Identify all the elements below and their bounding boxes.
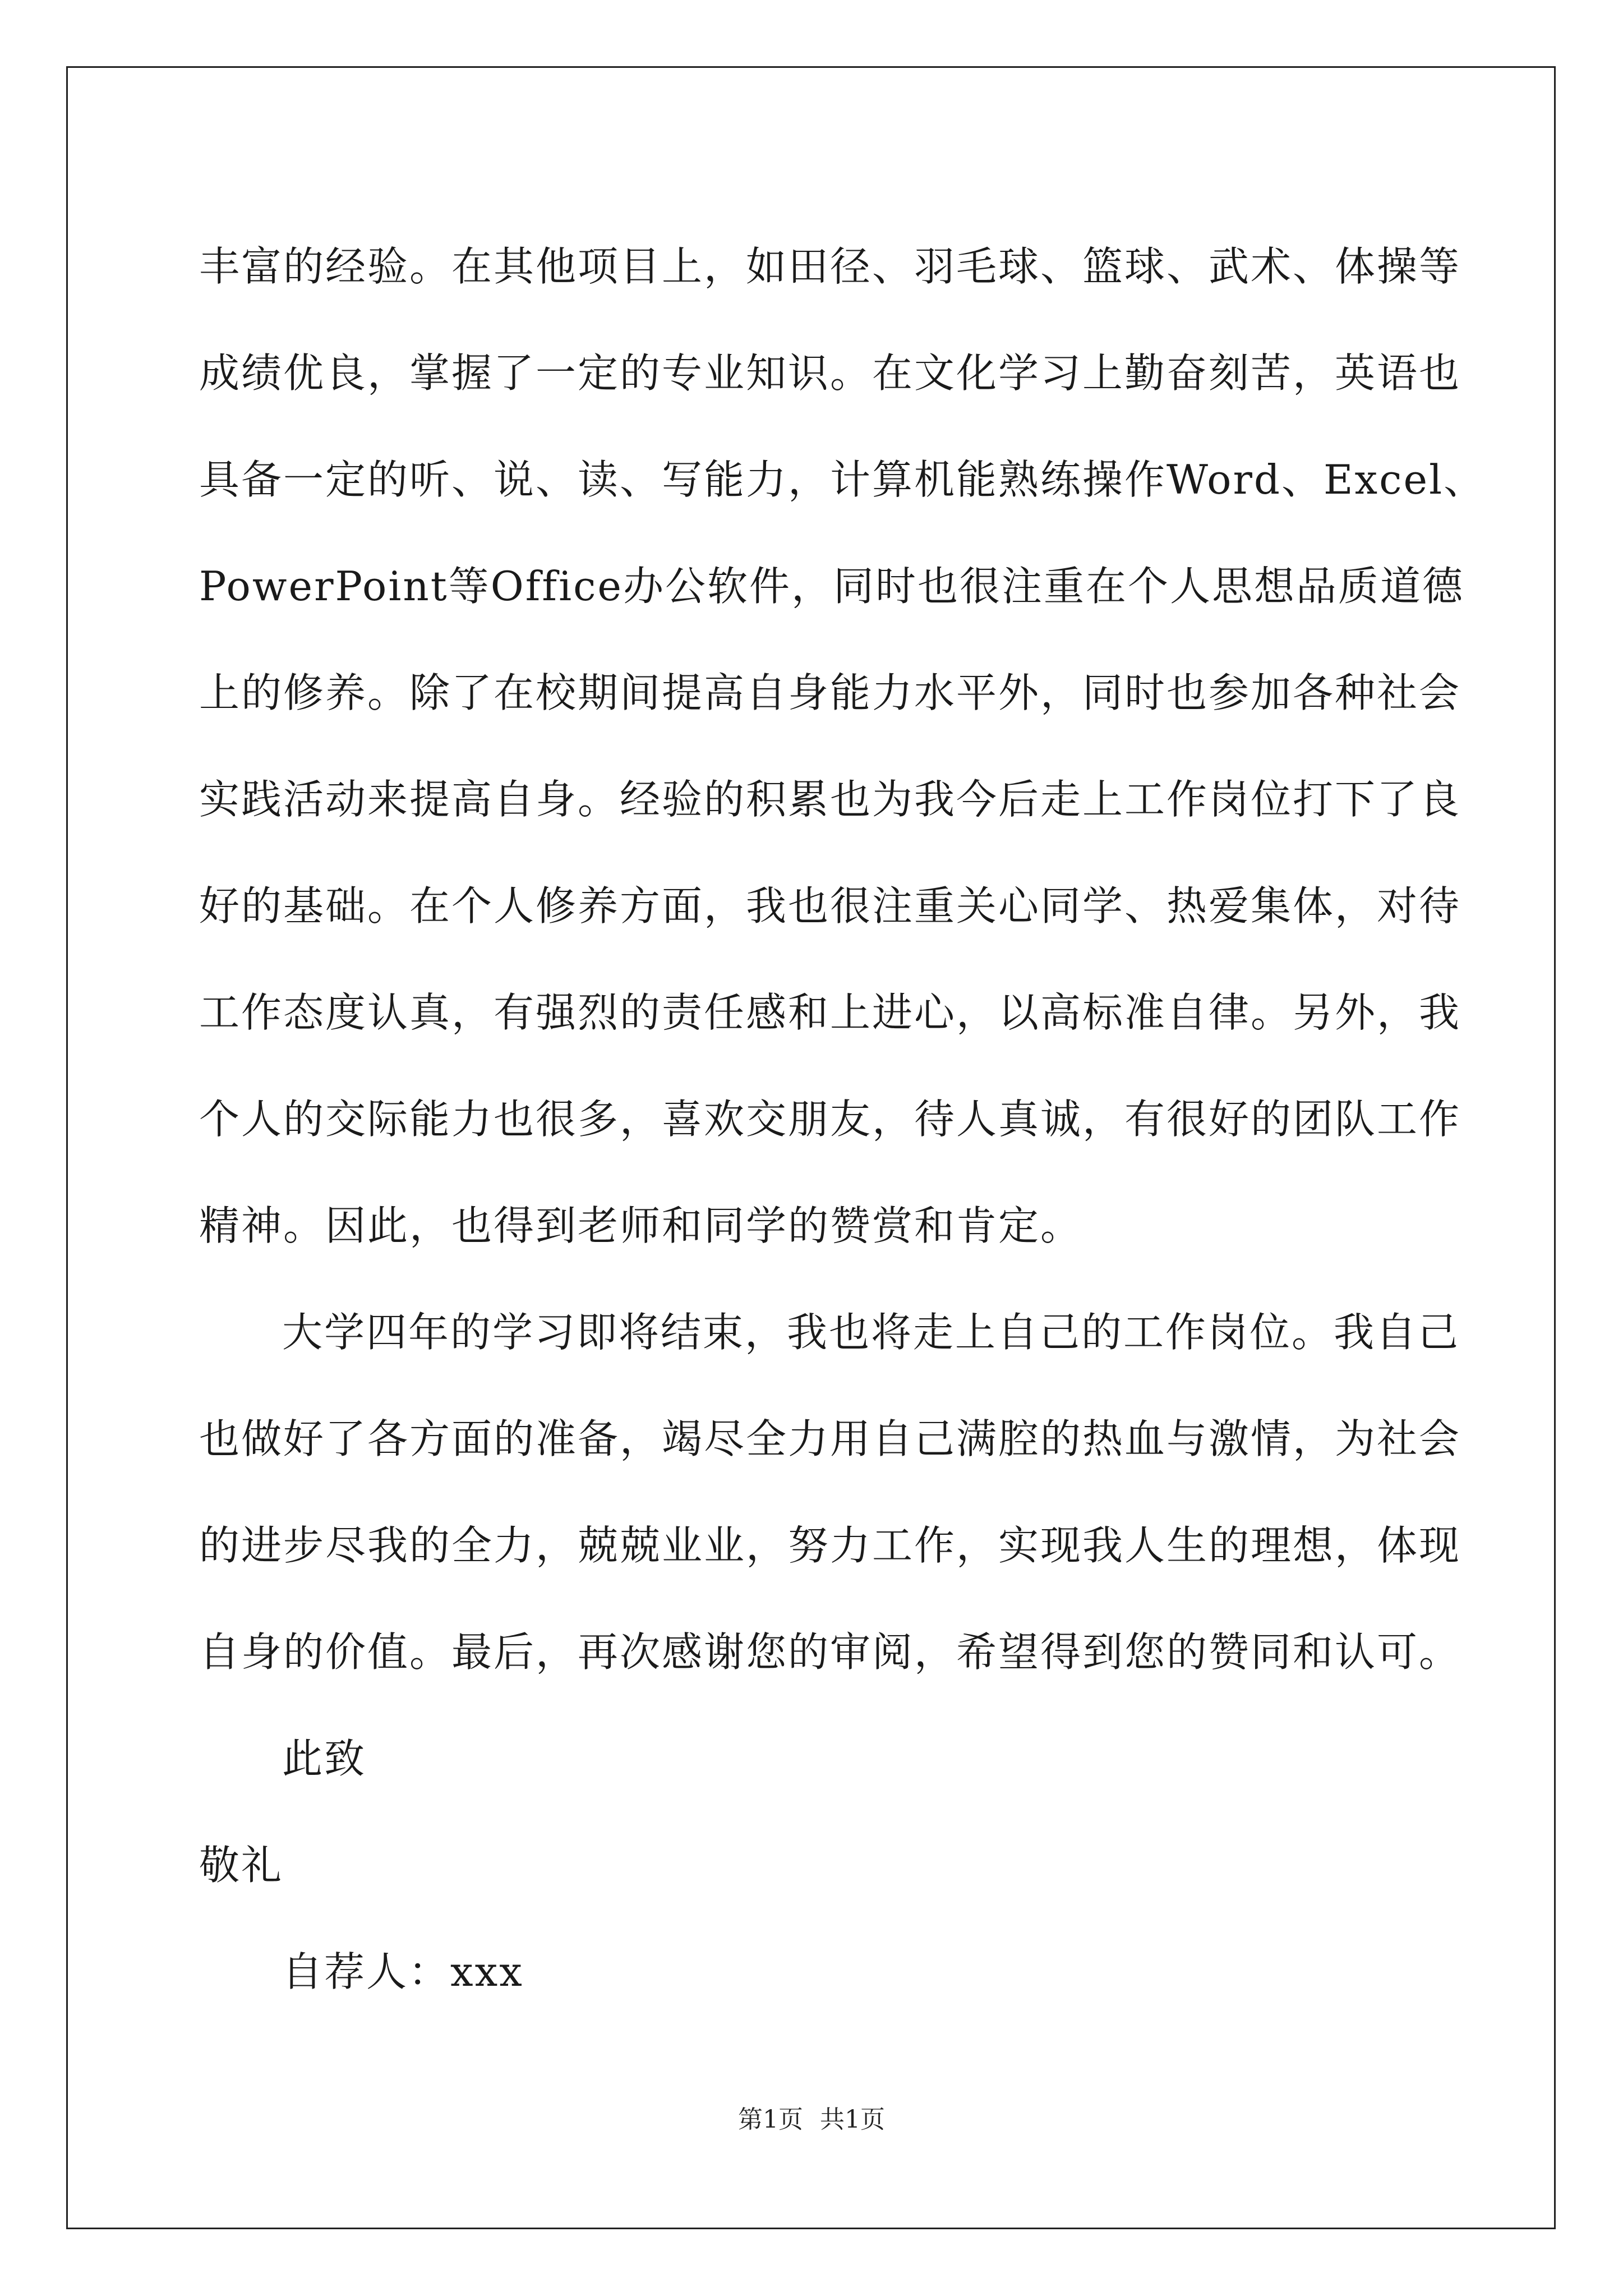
paragraph-experience	[199, 213, 1486, 1279]
paragraph-line: 自身的价值。最后，再次感谢您的审阅，希望得到您的赞同和认可。	[199, 1628, 1461, 1676]
paragraph-line: 的进步尽我的全力，兢兢业业，努力工作，实现我人生的理想，体现	[199, 1522, 1461, 1569]
paragraph-line: 实践活动来提高自身。经验的积累也为我今后走上工作岗位打下了良	[199, 776, 1461, 823]
closing-regards: 敬礼	[199, 1842, 284, 1889]
paragraph-line: 成绩优良，掌握了一定的专业知识。在文化学习上勤奋刻苦，英语也	[199, 349, 1461, 397]
paragraph-line: 个人的交际能力也很多，喜欢交朋友，待人真诚，有很好的团队工作	[199, 1096, 1461, 1143]
paragraph-line: 工作态度认真，有强烈的责任感和上进心，以高标准自律。另外，我	[199, 989, 1461, 1036]
paragraph-line: 精神。因此，也得到老师和同学的赞赏和肯定。	[199, 1202, 1083, 1249]
signature: 自荐人：xxx	[282, 1948, 524, 1995]
paragraph-line: PowerPoint等Office办公软件，同时也很注重在个人思想品质道德	[199, 563, 1465, 610]
page-number: 第1页	[738, 2105, 803, 2134]
paragraph-line: 上的修养。除了在校期间提高自身能力水平外，同时也参加各种社会	[199, 669, 1461, 716]
paragraph-line: 具备一定的听、说、读、写能力，计算机能熟练操作Word、Excel、	[199, 456, 1486, 503]
letter-body	[199, 213, 1486, 2025]
page-total: 共1页	[820, 2105, 885, 2134]
paragraph-line: 好的基础。在个人修养方面，我也很注重关心同学、热爱集体，对待	[199, 882, 1461, 930]
page-footer	[0, 2099, 1623, 2135]
closing-salutation: 此致	[282, 1735, 367, 1782]
paragraph-conclusion	[199, 1279, 1461, 1705]
paragraph-line: 也做好了各方面的准备，竭尽全力用自己满腔的热血与激情，为社会	[199, 1415, 1461, 1462]
paragraph-line: 大学四年的学习即将结束，我也将走上自己的工作岗位。我自己	[282, 1309, 1460, 1356]
paragraph-line: 丰富的经验。在其他项目上，如田径、羽毛球、篮球、武术、体操等	[199, 243, 1461, 290]
